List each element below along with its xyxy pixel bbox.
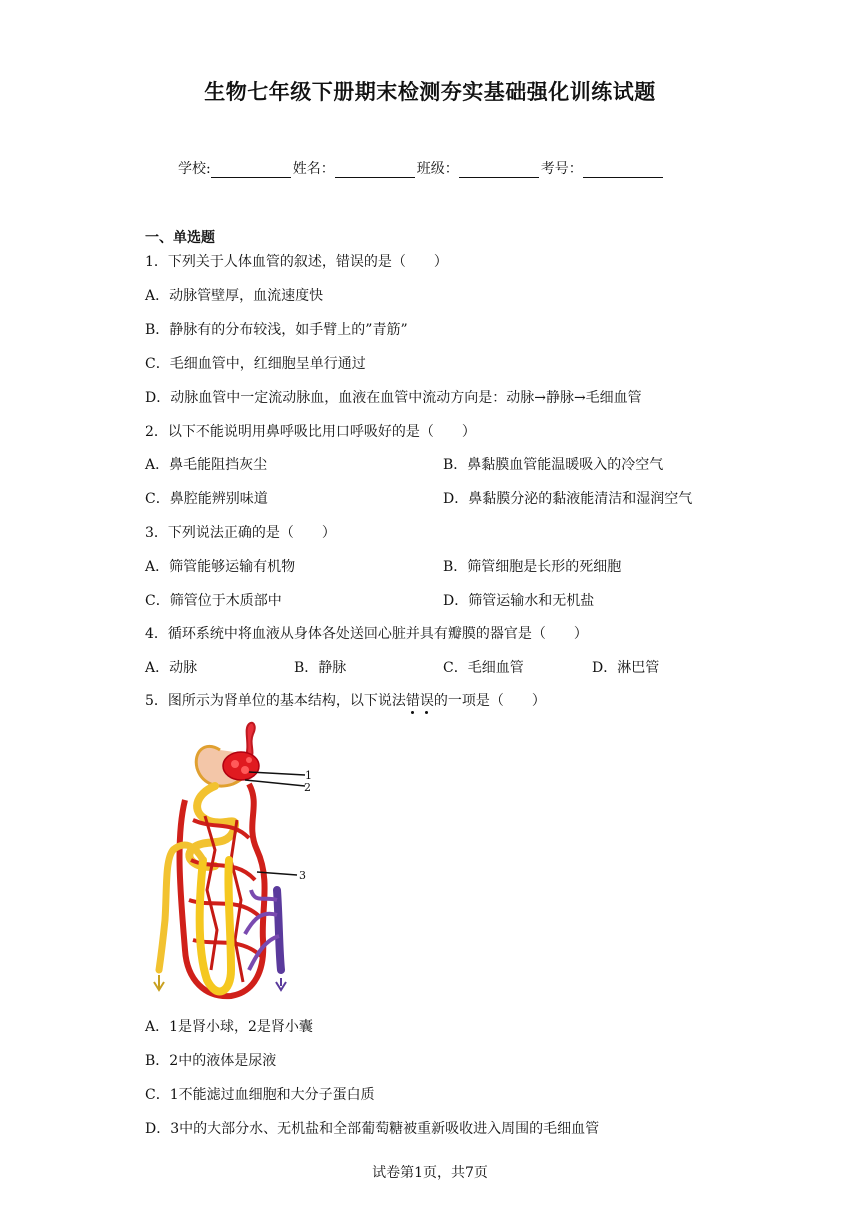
question-4-option-d: D．淋巴管	[592, 660, 660, 676]
school-blank[interactable]	[211, 162, 291, 178]
question-5-option-c: C．1不能滤过血细胞和大分子蛋白质	[145, 1087, 375, 1103]
question-1-option-b: B．静脉有的分布较浅，如手臂上的”青筋”	[145, 322, 408, 338]
question-1-option-a: A．动脉管壁厚，血流速度快	[145, 288, 324, 304]
exam-number-label: 考号：	[540, 161, 583, 177]
question-3-option-a: A．筛管能够运输有机物	[145, 559, 296, 575]
figure-label-2: 2	[304, 781, 311, 794]
question-3-option-b: B．筛管细胞是长形的死细胞	[443, 559, 622, 575]
question-4-option-a: A．动脉	[145, 660, 198, 676]
question-2-option-d: D．鼻黏膜分泌的黏液能清洁和湿润空气	[443, 491, 693, 507]
name-blank[interactable]	[335, 162, 415, 178]
school-field[interactable]	[178, 158, 293, 178]
name-field[interactable]	[293, 158, 417, 178]
school-label: 学校:	[178, 161, 211, 177]
question-4-option-b: B．静脉	[294, 660, 347, 676]
section-heading: 一、单选题	[145, 230, 215, 246]
emphasis-char: 错	[405, 693, 420, 709]
question-1-option-d: D．动脉血管中一定流动脉血，血液在血管中流动方向是：动脉→静脉→毛细血管	[145, 390, 642, 406]
question-5-option-d: D．3中的大部分水、无机盐和全部葡萄糖被重新吸收进入周围的毛细血管	[145, 1121, 600, 1137]
page-footer: 试卷第1页，共7页	[372, 1165, 488, 1181]
question-2-option-b: B．鼻黏膜血管能温暖吸入的冷空气	[443, 457, 664, 473]
question-3-option-d: D．筛管运输水和无机盐	[443, 593, 595, 609]
question-4-stem: 4．循环系统中将血液从身体各处送回心脏并具有瓣膜的器官是（ ）	[145, 626, 588, 642]
class-label: 班级：	[416, 161, 459, 177]
exam-number-blank[interactable]	[583, 162, 663, 178]
question-2-stem: 2．以下不能说明用鼻呼吸比用口呼吸好的是（ ）	[145, 424, 476, 440]
question-5-stem: 5．图所示为肾单位的基本结构，以下说法错误的一项是（ ）	[145, 693, 546, 709]
question-1-stem: 1．下列关于人体血管的叙述，错误的是（ ）	[145, 254, 448, 270]
student-info-row	[178, 158, 665, 178]
question-3-option-c: C．筛管位于木质部中	[145, 593, 282, 609]
question-2-option-a: A．鼻毛能阻挡灰尘	[145, 457, 268, 473]
name-label: 姓名：	[292, 161, 335, 177]
question-5-option-a: A．1是肾小球，2是肾小囊	[145, 1019, 313, 1035]
class-field[interactable]	[417, 158, 541, 178]
figure-label-3: 3	[299, 869, 306, 882]
exam-number-field[interactable]	[541, 158, 665, 178]
emphasis-char: 误	[419, 693, 434, 709]
page-title: 生物七年级下册期末检测夯实基础强化训练试题	[204, 80, 656, 104]
question-2-option-c: C．鼻腔能辨别味道	[145, 491, 268, 507]
question-1-option-c: C．毛细血管中，红细胞呈单行通过	[145, 356, 366, 372]
nephron-figure	[145, 720, 315, 1010]
class-blank[interactable]	[459, 162, 539, 178]
question-3-stem: 3．下列说法正确的是（ ）	[145, 525, 336, 541]
question-4-option-c: C．毛细血管	[443, 660, 524, 676]
figure-label-1: 1	[305, 769, 312, 782]
question-5-option-b: B．2中的液体是尿液	[145, 1053, 277, 1069]
